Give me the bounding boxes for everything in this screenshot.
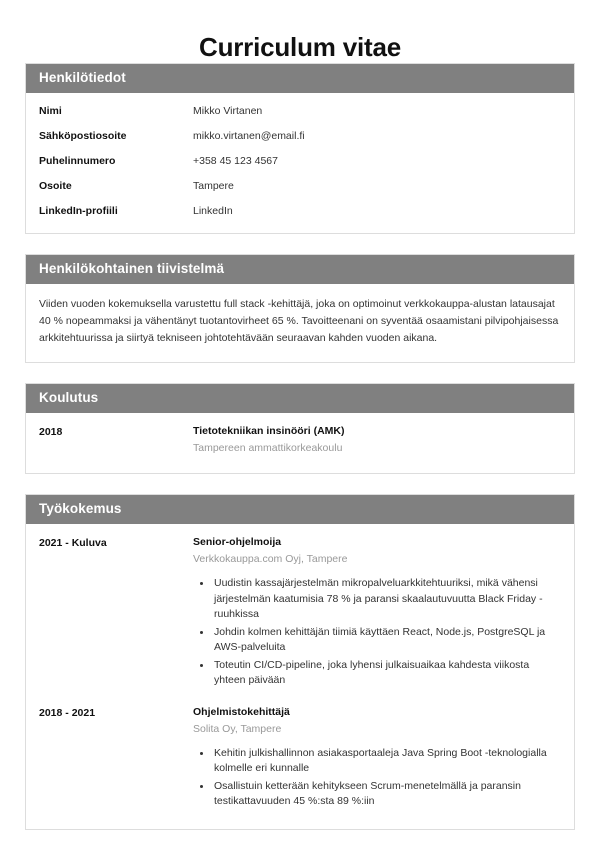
personal-info-body xyxy=(26,93,574,233)
section-education xyxy=(25,383,575,474)
info-label: Sähköpostiosoite xyxy=(39,130,127,142)
section-experience xyxy=(25,494,575,830)
info-row xyxy=(39,154,561,168)
list-item: • Johdin kolmen kehittäjän tiimiä käyttäen React, Node.js, PostgreSQL ja AWS-palveluita xyxy=(212,625,561,656)
section-heading-summary: Henkilökohtainen tiivistelmä xyxy=(26,255,574,284)
list-item: • Osallistuin ketterään kehitykseen Scrum-menetelmällä ja paransin testikattavuuden 45 %:sta 89 %:iin xyxy=(212,779,561,810)
section-summary xyxy=(25,254,575,363)
section-heading-experience: Työkokemus xyxy=(26,495,574,524)
entry-bullet-list xyxy=(193,746,561,810)
experience-entry xyxy=(39,705,561,812)
info-label: LinkedIn-profiili xyxy=(39,205,118,217)
section-personal-info xyxy=(25,63,575,234)
entry-subtitle: Solita Oy, Tampere xyxy=(193,722,282,735)
info-value: mikko.virtanen@email.fi xyxy=(193,130,305,142)
list-item: • Toteutin CI/CD-pipeline, joka lyhensi julkaisuaikaa kahdesta viikosta yhteen päivään xyxy=(212,658,561,689)
info-row xyxy=(39,179,561,193)
summary-paragraph: Viiden vuoden kokemuksella varustettu full stack -kehittäjä, joka on optimoinut verkkokauppa-alustan latausajat 40 % nopeammaksi ja vähentänyt tuotantovirheet 65 %. Tavoitteenani on syventää osaamistani pilvipohjaisessa arkkitehtuurissa ja siirtyä tekniseen johtotehtävään seuraavan kahden vuoden aikana. xyxy=(39,298,559,344)
entry-title: Tietotekniikan insinööri (AMK) xyxy=(193,425,345,437)
page-title: Curriculum vitae xyxy=(199,32,401,62)
education-body xyxy=(26,413,574,473)
info-row xyxy=(39,104,561,118)
entry-bullet-list xyxy=(193,576,561,689)
experience-body xyxy=(26,524,574,829)
list-item: • Uudistin kassajärjestelmän mikropalveluarkkitehtuuriksi, mikä vähensi järjestelmän kaatumisia 78 % ja paransi skaalautuvuutta Black Friday -ruuhkissa xyxy=(212,576,561,623)
entry-main xyxy=(193,424,561,456)
section-heading-education: Koulutus xyxy=(26,384,574,413)
info-label: Nimi xyxy=(39,105,62,117)
entry-title: Ohjelmistokehittäjä xyxy=(193,705,290,718)
entry-date: 2018 xyxy=(39,426,63,438)
entry-date: 2018 - 2021 xyxy=(39,706,96,719)
entry-date: 2021 - Kuluva xyxy=(39,537,107,549)
entry-main xyxy=(193,705,561,812)
info-value: Tampere xyxy=(193,180,234,192)
entry-title: Senior-ohjelmoija xyxy=(193,536,282,548)
linkedin-profile-link[interactable]: LinkedIn xyxy=(193,205,233,217)
info-value: Mikko Virtanen xyxy=(193,105,263,117)
info-label: Osoite xyxy=(39,180,72,192)
info-row xyxy=(39,129,561,143)
experience-entry xyxy=(39,535,561,691)
summary-body xyxy=(26,284,574,362)
section-heading-personal-info: Henkilötiedot xyxy=(26,64,574,93)
list-item: • Kehitin julkishallinnon asiakasportaaleja Java Spring Boot -teknologialla kolmelle eri kunnalle xyxy=(212,746,561,777)
info-label: Puhelinnumero xyxy=(39,155,116,167)
entry-subtitle: Tampereen ammattikorkeakoulu xyxy=(193,442,343,454)
info-row xyxy=(39,204,561,218)
entry-main xyxy=(193,535,561,691)
education-entry xyxy=(39,424,561,456)
entry-subtitle: Verkkokauppa.com Oyj, Tampere xyxy=(193,553,348,565)
info-value: +358 45 123 4567 xyxy=(193,155,278,167)
